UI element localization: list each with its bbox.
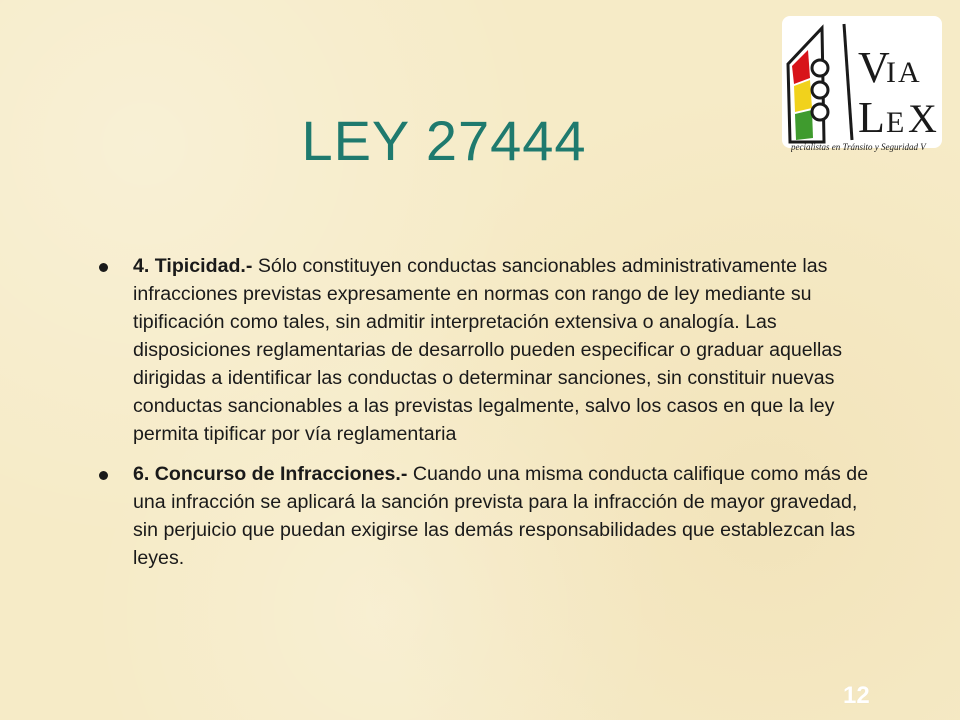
- slide-title: LEY 27444: [301, 109, 587, 172]
- bullet-item-concurso: [96, 460, 886, 572]
- bullet-item-tipicidad: [96, 252, 886, 448]
- bullet-heading: 6. Concurso de Infracciones.-: [133, 463, 408, 485]
- bullet-heading: 4. Tipicidad.-: [133, 255, 253, 277]
- bullet-text: Cuando una misma conducta califique como más de una infracción se aplicará la sanción prevista para la infracción de mayor gravedad, sin perjuicio que puedan exigirse las demás responsabilidades que establezcan las leyes.: [133, 463, 869, 569]
- bullet-dot-icon: [99, 471, 108, 480]
- logo-ia-letters: IA: [886, 56, 922, 89]
- logo-v-letter: V: [858, 43, 890, 92]
- logo-light-middle: [812, 82, 828, 98]
- bullet-text: Sólo constituyen conductas sancionables administrativamente las infracciones previstas expresamente en normas con rango de ley mediante su tipificación como tales, sin admitir interpretación extensiva o analogía. Las disposiciones reglamentarias de desarrollo pueden especificar o graduar aquellas dirigidas a identificar las conductas o determinar sanciones, sin constituir nuevas conductas sancionables a las previstas legalmente, salvo los casos en que la ley permita tipificar por vía reglamentaria: [133, 255, 843, 445]
- logo-e-letter: E: [886, 106, 905, 139]
- slide-number: 12: [843, 682, 870, 709]
- bullet-dot-icon: [99, 263, 108, 272]
- logo-l-letter: L: [858, 93, 885, 142]
- logo-light-top: [812, 60, 828, 76]
- logo-tagline: pecialistas en Tránsito y Seguridad V: [791, 142, 926, 152]
- logo-x-letter: X: [908, 96, 937, 141]
- bullet-list: [96, 252, 886, 584]
